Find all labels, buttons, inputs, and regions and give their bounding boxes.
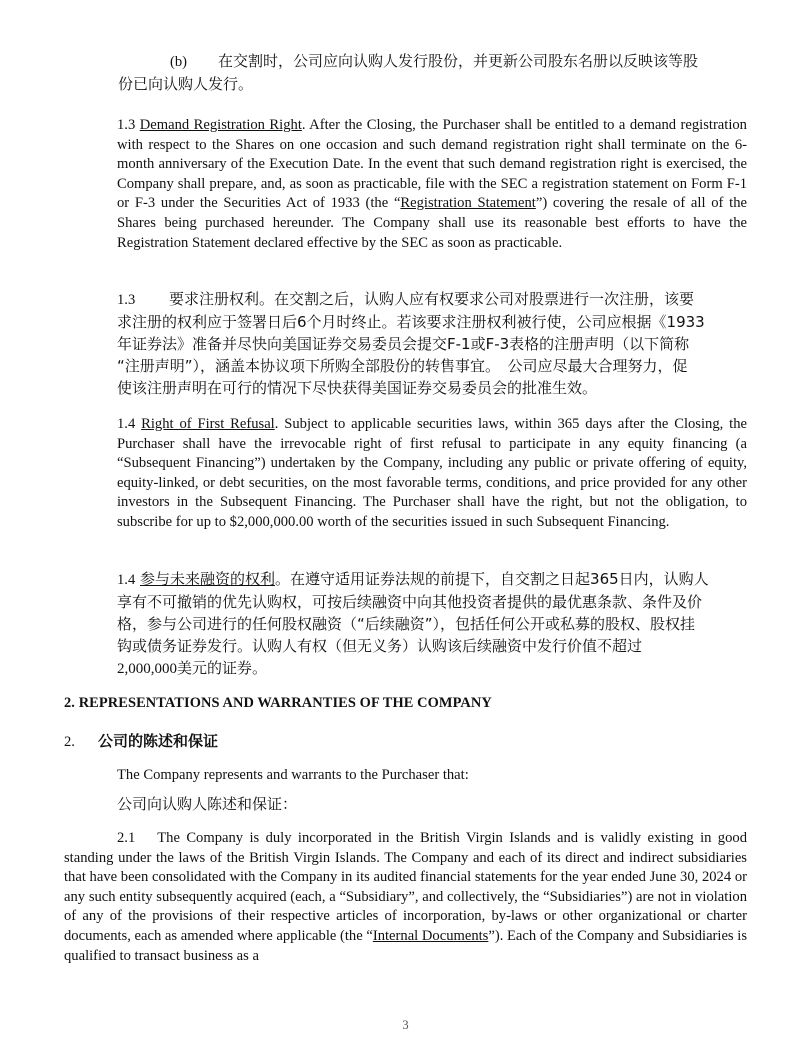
zh-line: 2,000,000美元的证券。	[117, 661, 268, 677]
clause-label: (b)	[170, 54, 188, 70]
section-text: . After the Closing, the Purchaser shall be entitled to a demand registration with respect to the Shares on one occasion and such demand registration right shall terminate on the 6-month anniversary of the Execution Date. In the event that such demand registration right is exercised, the Company shall prepare, and, as soon as practicable, file with the SEC a registration statement on Form F-1 or F-3 under the Securities Act of 1933 (the “	[117, 117, 747, 212]
clause-text-cont: 份已向认购人发行。	[118, 75, 254, 93]
defined-term: Internal Documents	[372, 927, 489, 944]
section-2-heading-zh	[64, 730, 218, 753]
section-2-heading: 2. REPRESENTATIONS AND WARRANTIES OF THE COMPANY	[64, 695, 492, 711]
section-text: . Subject to applicable securities laws, within 365 days after the Closing, the Purchaser shall have the irrevocable right of first refusal to participate in any equity financing (a “Subsequent Financing”) undertaken by the Company, including any public or private offering of equity, equity-linked, or debt securities, on the most favorable terms, conditions, and price provided for any other investors in the Subsequent Financing. The Purchaser shall have the right, but not the obligation, to subscribe for up to $2,000,000.00 worth of the securities issued in such Subsequent Financing.	[117, 416, 747, 530]
zh-line: 要求注册权利。在交割之后，认购人应有权要求公司对股票进行一次注册，该要	[169, 290, 695, 308]
zh-line: 。在遵守适用证券法规的前提下，自交割之日起365日内，认购人	[275, 570, 709, 588]
clause-text: 在交割时，公司应向认购人发行股份，并更新公司股东名册以反映该等股	[218, 52, 699, 70]
section-2-intro-zh: 公司向认购人陈述和保证：	[117, 795, 298, 813]
section-title: 参与未来融资的权利	[140, 570, 276, 588]
section-title: Right of First Refusal	[141, 416, 275, 432]
section-1-4-zh	[117, 568, 767, 680]
zh-line: 钩或债务证券发行。认购人有权（但无义务）认购该后续融资中发行价值不超过	[117, 637, 643, 655]
section-number: 1.3	[117, 117, 136, 133]
zh-line: “注册声明”），涵盖本协议项下所购全部股份的转售事宜。 公司应尽最大合理努力，促	[117, 357, 688, 375]
zh-line: 求注册的权利应于签署日后6个月时终止。若该要求注册权利被行使，公司应根据《1933	[117, 313, 705, 331]
section-text-cont: ”). Each of the Company and Subsidiaries is qualified to transact business as a	[64, 927, 748, 964]
section-title: Demand Registration Right	[139, 117, 302, 133]
section-1-3	[117, 116, 747, 253]
section-1-3-zh	[117, 288, 767, 399]
section-number: 1.4	[117, 416, 136, 432]
section-text-cont: ”) covering the resale of all of the Shares being purchased hereunder. The Company shall use its reasonable best efforts to have the Registration Statement declared effective by the SEC as soon as practicable.	[117, 195, 747, 251]
page-number: 3	[402, 1018, 409, 1032]
zh-line: 格，参与公司进行的任何股权融资（“后续融资”），包括任何公开或私募的股权、股权挂	[117, 615, 696, 633]
clause-1b-zh	[118, 50, 758, 95]
zh-line: 享有不可撤销的优先认购权，可按后续融资中向其他投资者提供的最优惠条款、条件及价	[117, 593, 703, 611]
section-1-4	[117, 415, 747, 533]
section-number: 1.3	[117, 292, 136, 308]
defined-term: Registration Statement	[400, 195, 536, 212]
section-number: 2.1	[117, 830, 136, 846]
section-number: 1.4	[117, 572, 136, 588]
section-2-intro: The Company represents and warrants to the Purchaser that:	[117, 767, 469, 783]
section-number: 2.	[64, 734, 75, 750]
section-text: The Company is duly incorporated in the British Virgin Islands and is validly existing in good standing under the laws of the British Virgin Islands. The Company and each of its direct and indirect subsidiaries that have been consolidated with the Company in its audited financial statements for the year ended June 30, 2024 or any such entity subsequently acquired (each, a “Subsidiary”, and collectively, the “Subsidiaries”) are not in violation of any of the provisions of their respective articles of incorporation, by-laws or other organizational or charter documents, each as amended where applicable (the “	[64, 830, 747, 944]
zh-line: 年证券法》准备并尽快向美国证券交易委员会提交F-1或F-3表格的注册声明（以下简称	[117, 335, 690, 353]
zh-line: 使该注册声明在可行的情况下尽快获得美国证券交易委员会的批准生效。	[117, 379, 598, 397]
section-title: 公司的陈述和保证	[98, 732, 219, 750]
section-2-1	[64, 829, 747, 966]
number-spacer	[135, 829, 157, 849]
